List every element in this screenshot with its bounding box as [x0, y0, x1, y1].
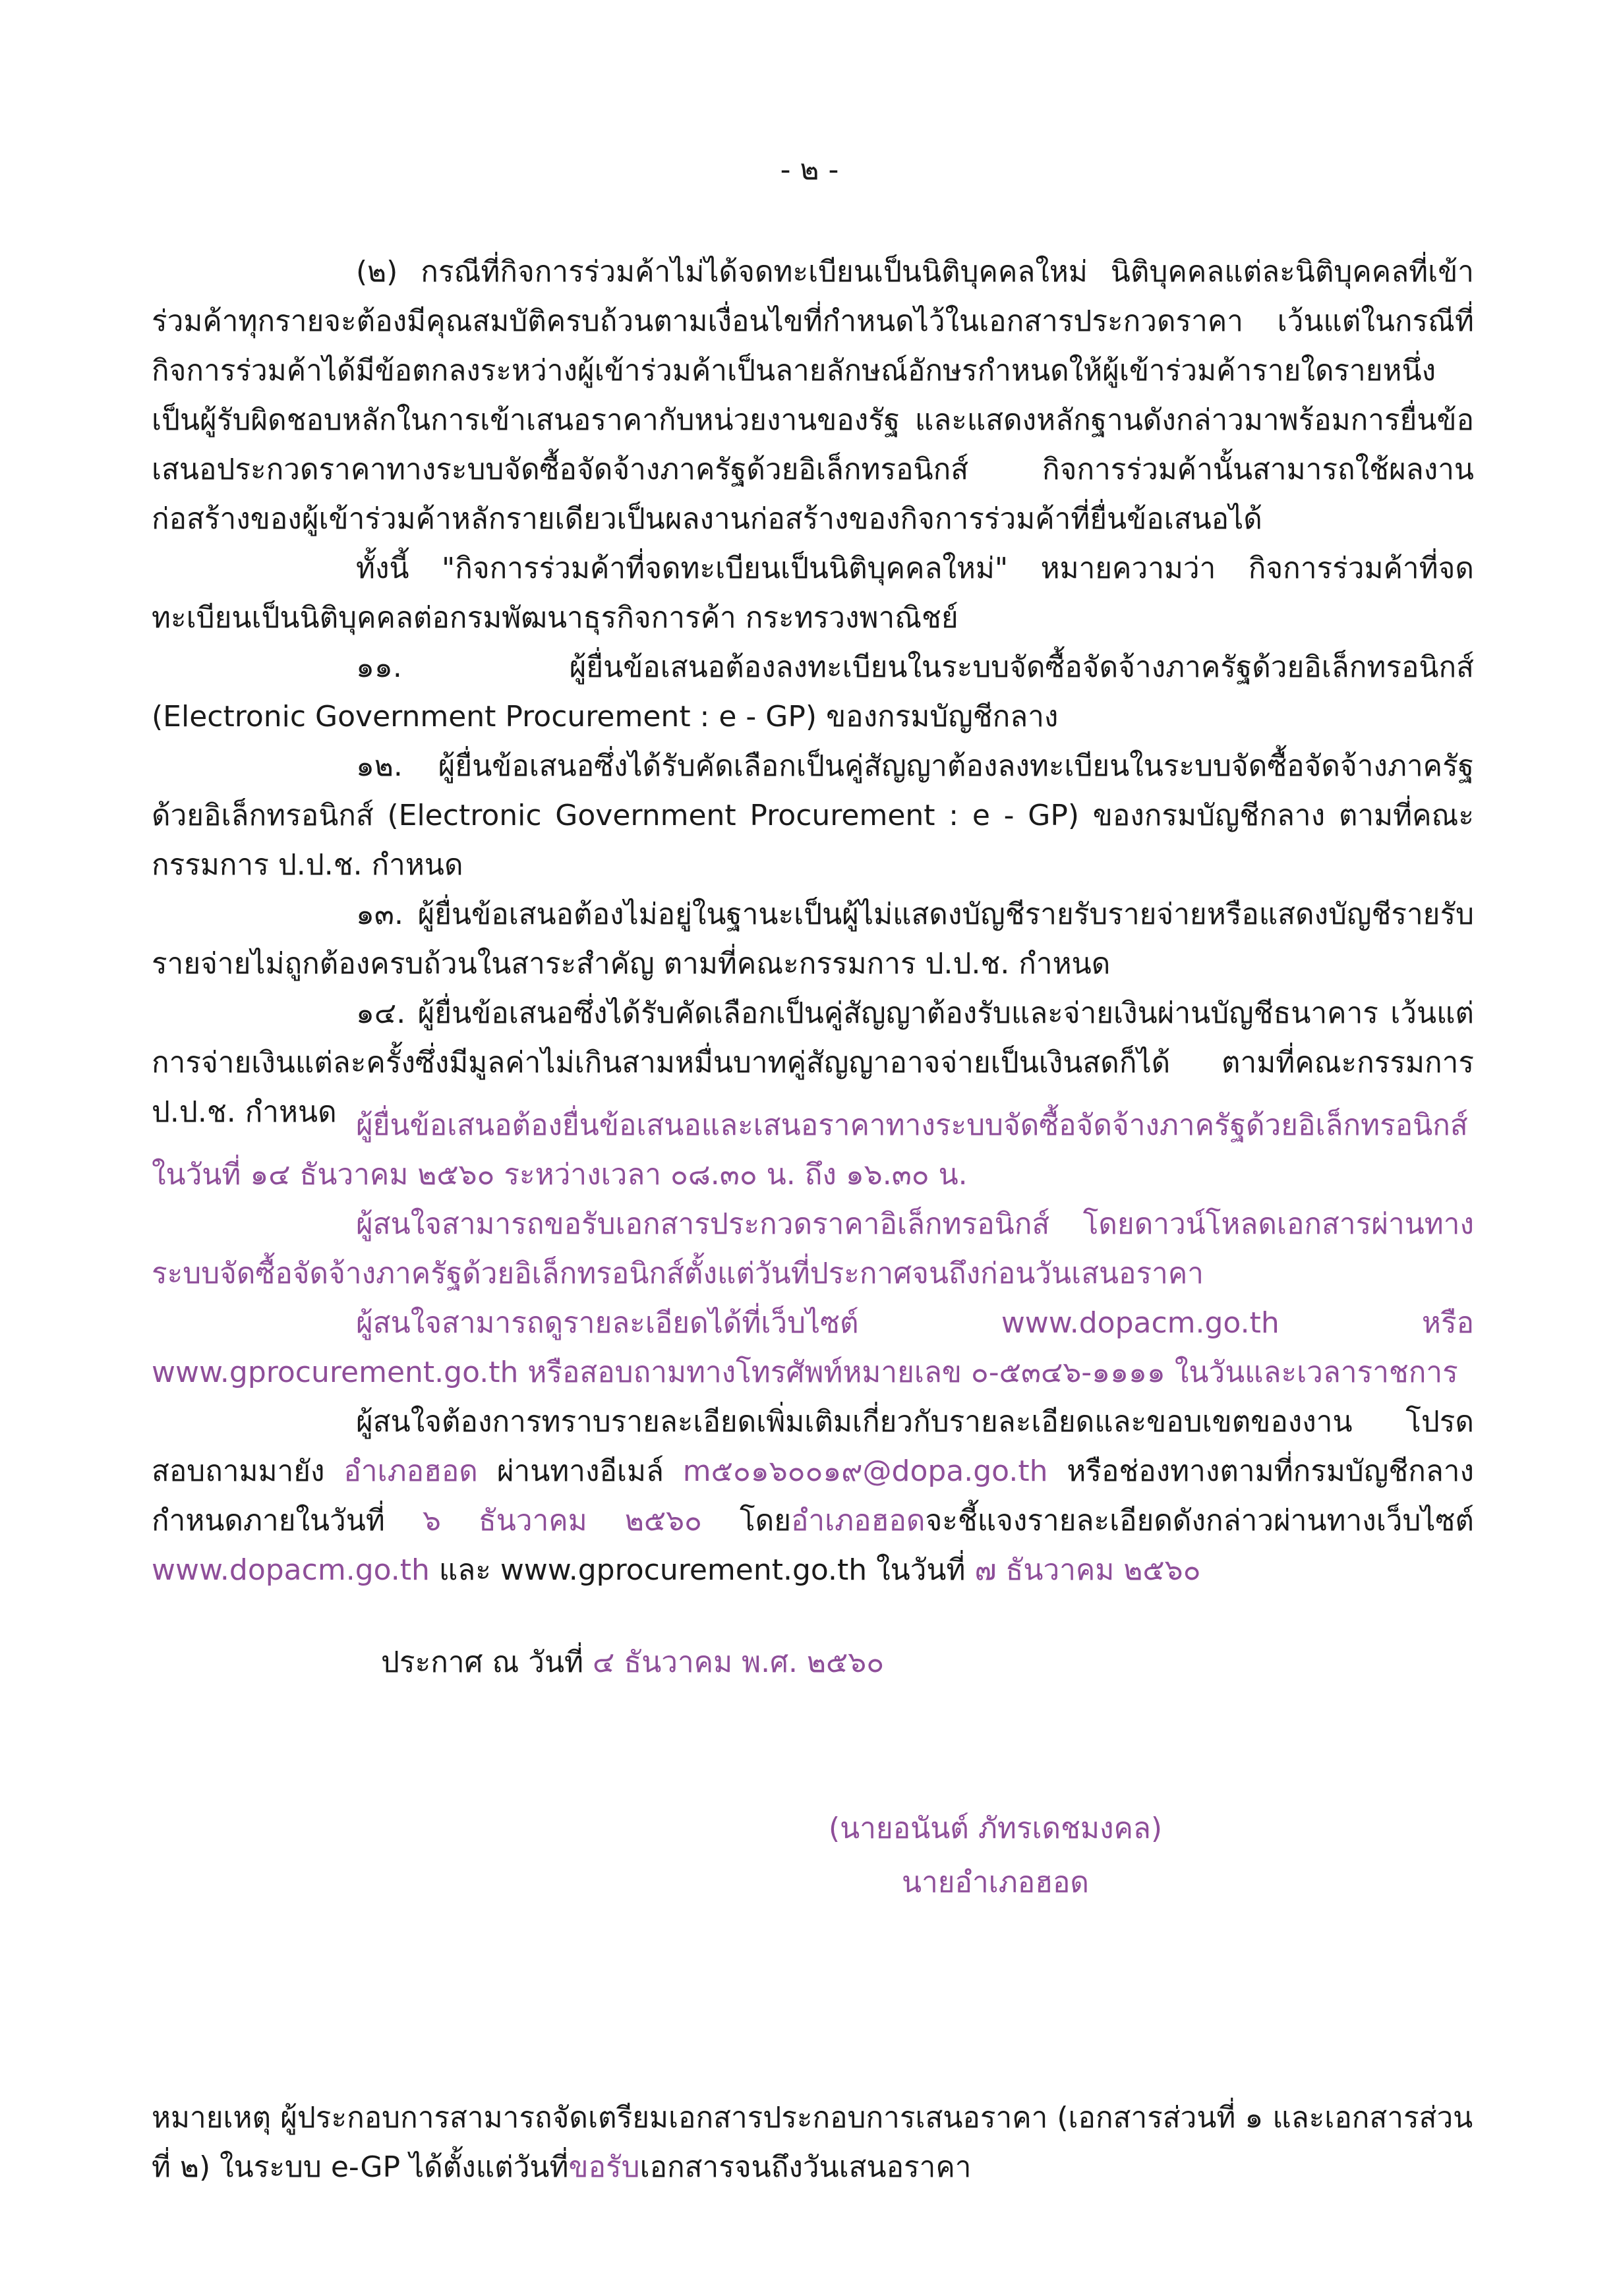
clause-13: ๑๓. ผู้ยื่นข้อเสนอต้องไม่อยู่ในฐานะเป็นผู้ไม่แสดงบัญชีรายรับรายจ่ายหรือแสดงบัญชีรายรับรายจ่ายไม่ถูกต้องครบถ้วนในสาระสำคัญ ตามที่คณะกรรมการ ป.ป.ช. กำหนด [152, 898, 1474, 981]
page-number: - ๒ - [780, 153, 839, 187]
paragraph-definition: ทั้งนี้ "กิจการร่วมค้าที่จดทะเบียนเป็นนิติบุคคลใหม่" หมายความว่า กิจการร่วมค้าที่จดทะเบียนเป็นนิติบุคคลต่อกรมพัฒนาธุรกิจการค้า กระทรวงพาณิชย์ [152, 552, 1474, 635]
note-text-2: เอกสารจนถึงวันเสนอราคา [639, 2150, 972, 2184]
announcement-date: ๔ ธันวาคม พ.ศ. ๒๕๖๐ [593, 1646, 885, 1679]
inquiry-date-2: ๗ ธันวาคม ๒๕๖๐ [974, 1553, 1201, 1587]
inquiry-date-1: ๖ ธันวาคม ๒๕๖๐ [422, 1504, 702, 1537]
inquiry-website-link[interactable]: www.dopacm.go.th [152, 1553, 430, 1587]
inquiry-text-5: จะชี้แจงรายละเอียดดังกล่าวผ่านทางเว็บไซต์ [925, 1504, 1474, 1537]
clause-11: ๑๑. ผู้ยื่นข้อเสนอต้องลงทะเบียนในระบบจัดซื้อจัดจ้างภาครัฐด้วยอิเล็กทรอนิกส์ (Electronic Government Procurement : e - GP) ของกรมบัญชีกลาง [152, 650, 1474, 733]
inquiry-paragraph [152, 1397, 1474, 1595]
note-text-1: หมายเหตุ ผู้ประกอบการสามารถจัดเตรียมเอกสารประกอบการเสนอราคา (เอกสารส่วนที่ ๑ และเอกสารส่วนที่ ๒) ในระบบ e-GP ได้ตั้งแต่วันที่ [152, 2101, 1473, 2184]
signature-block [811, 1802, 1180, 1910]
submission-paragraph: ผู้ยื่นข้อเสนอต้องยื่นข้อเสนอและเสนอราคาทางระบบจัดซื้อจัดจ้างภาครัฐด้วยอิเล็กทรอนิกส์ ในวันที่ ๑๔ ธันวาคม ๒๕๖๐ ระหว่างเวลา ๐๘.๓๐ น. ถึง ๑๖.๓๐ น. [152, 1108, 1468, 1191]
note-highlight: ขอรับ [568, 2150, 640, 2184]
inquiry-district-2: อำเภอฮอด [791, 1504, 926, 1537]
announcement-label: ประกาศ ณ วันที่ [381, 1646, 593, 1679]
inquiry-text-1: ผู้สนใจต้องการทราบรายละเอียดเพิ่มเติมเกี่ยวกับรายละเอียดและขอบเขตของงาน โปรดสอบถามมายัง [152, 1405, 1474, 1488]
clause-12: ๑๒. ผู้ยื่นข้อเสนอซึ่งได้รับคัดเลือกเป็นคู่สัญญาต้องลงทะเบียนในระบบจัดซื้อจัดจ้างภาครัฐด้วยอิเล็กทรอนิกส์ (Electronic Government Procurement : e - GP) ของกรมบัญชีกลาง ตามที่คณะกรรมการ ป.ป.ช. กำหนด [152, 749, 1474, 882]
download-paragraph: ผู้สนใจสามารถขอรับเอกสารประกวดราคาอิเล็กทรอนิกส์ โดยดาวน์โหลดเอกสารผ่านทางระบบจัดซื้อจัดจ้างภาครัฐด้วยอิเล็กทรอนิกส์ตั้งแต่วันที่ประกาศจนถึงก่อนวันเสนอราคา [152, 1207, 1474, 1290]
announcement-date-line [381, 1638, 884, 1687]
inquiry-text-4: โดย [701, 1504, 791, 1537]
inquiry-email-link[interactable]: m๕๐๑๖๐๐๑๙@dopa.go.th [682, 1454, 1048, 1488]
signatory-position: นายอำเภอฮอด [901, 1866, 1090, 1899]
note-paragraph [152, 2093, 1474, 2192]
website-paragraph: ผู้สนใจสามารถดูรายละเอียดได้ที่เว็บไซต์ www.dopacm.go.th หรือ www.gprocurement.go.th หรือสอบถามทางโทรศัพท์หมายเลข ๐-๕๓๔๖-๑๑๑๑ ในวันและเวลาราชการ [152, 1306, 1474, 1389]
clause-14: ๑๔. ผู้ยื่นข้อเสนอซึ่งได้รับคัดเลือกเป็นคู่สัญญาต้องรับและจ่ายเงินผ่านบัญชีธนาคาร เว้นแต่การจ่ายเงินแต่ละครั้งซึ่งมีมูลค่าไม่เกินสามหมื่นบาทคู่สัญญาอาจจ่ายเป็นเงินสดก็ได้ ตามที่คณะกรรมการ ป.ป.ช. กำหนด [152, 996, 1474, 1129]
inquiry-text-2: ผ่านทางอีเมล์ [477, 1454, 683, 1488]
signatory-name: (นายอนันต์ ภัทรเดชมงคล) [828, 1812, 1163, 1845]
paragraph-joint-venture: (๒) กรณีที่กิจการร่วมค้าไม่ได้จดทะเบียนเป็นนิติบุคคลใหม่ นิติบุคคลแต่ละนิติบุคคลที่เข้าร่วมค้าทุกรายจะต้องมีคุณสมบัติครบถ้วนตามเงื่อนไขที่กำหนดไว้ในเอกสารประกวดราคา เว้นแต่ในกรณีที่กิจการร่วมค้าได้มีข้อตกลงระหว่างผู้เข้าร่วมค้าเป็นลายลักษณ์อักษรกำหนดให้ผู้เข้าร่วมค้ารายใดรายหนึ่งเป็นผู้รับผิดชอบหลักในการเข้าเสนอราคากับหน่วยงานของรัฐ และแสดงหลักฐานดังกล่าวมาพร้อมการยื่นข้อเสนอประกวดราคาทางระบบจัดซื้อจัดจ้างภาครัฐด้วยอิเล็กทรอนิกส์ กิจการร่วมค้านั้นสามารถใช้ผลงานก่อสร้างของผู้เข้าร่วมค้าหลักรายเดียวเป็นผลงานก่อสร้างของกิจการร่วมค้าที่ยื่นข้อเสนอได้ [152, 255, 1474, 536]
inquiry-district: อำเภอฮอด [343, 1454, 478, 1488]
inquiry-text-3: หรือช่องทางตามที่กรมบัญชีกลางกำหนดภายในวันที่ [152, 1454, 1474, 1537]
inquiry-text-6: และ www.gprocurement.go.th ในวันที่ [429, 1553, 975, 1587]
